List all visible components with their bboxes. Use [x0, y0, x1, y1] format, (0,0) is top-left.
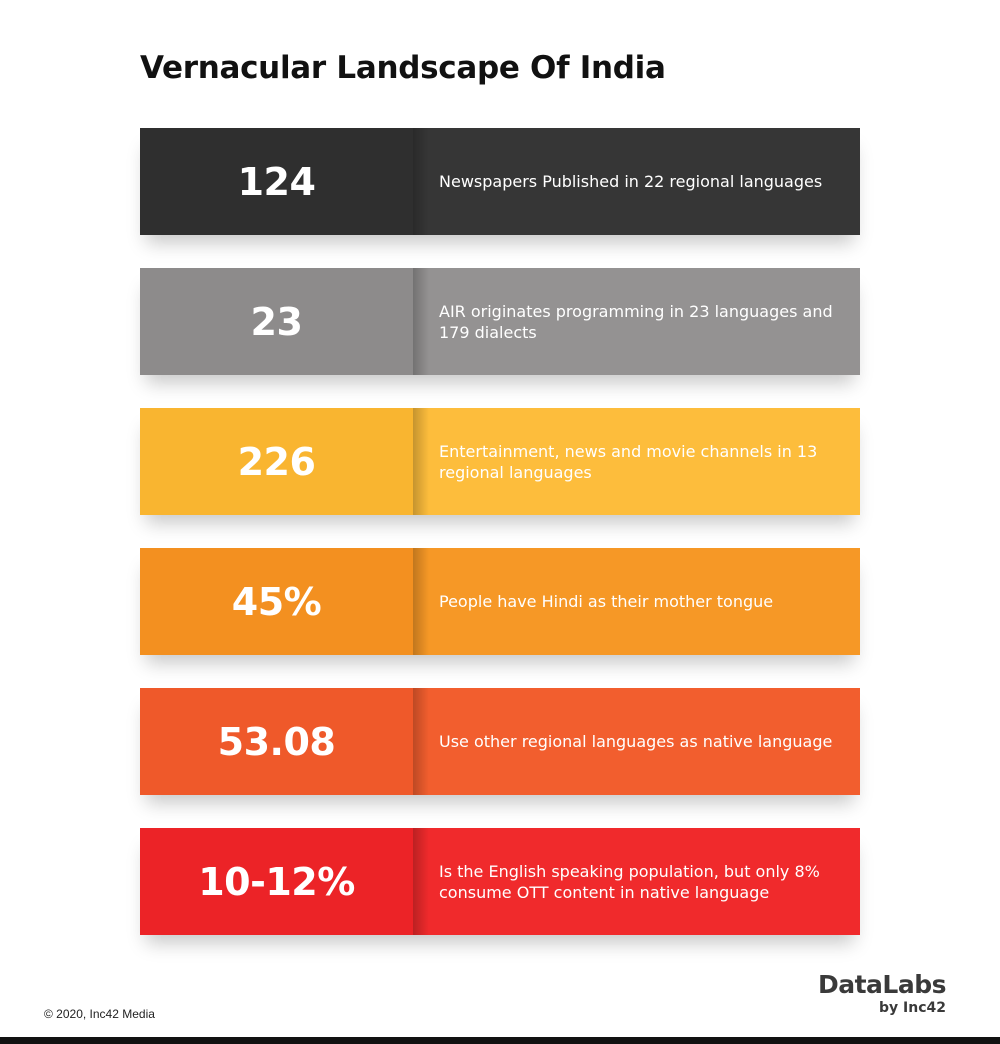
stat-value: 226	[140, 408, 413, 515]
stat-row-newspapers	[140, 128, 860, 235]
stat-description-box	[413, 268, 860, 375]
page-title: Vernacular Landscape Of India	[140, 50, 666, 86]
datalabs-logo	[818, 970, 946, 1016]
stat-row-hindi	[140, 548, 860, 655]
stat-row-regional	[140, 688, 860, 795]
stat-value: 45%	[140, 548, 413, 655]
stat-description-box	[413, 408, 860, 515]
stat-description-box	[413, 548, 860, 655]
logo-byline: by Inc42	[879, 1000, 946, 1016]
stat-value: 124	[140, 128, 413, 235]
stat-description: Newspapers Published in 22 regional languages	[439, 172, 823, 191]
stat-value: 23	[140, 268, 413, 375]
stat-list	[140, 128, 860, 935]
stat-value: 10-12%	[140, 828, 413, 935]
bottom-bar	[0, 1037, 1000, 1044]
stat-row-air	[140, 268, 860, 375]
stat-row-channels	[140, 408, 860, 515]
copyright-text: © 2020, Inc42 Media	[44, 1007, 155, 1021]
stat-description: Is the English speaking population, but only 8% consume OTT content in native language	[439, 861, 820, 902]
stat-description-box	[413, 688, 860, 795]
stat-description: Entertainment, news and movie channels in 13 regional languages	[439, 441, 818, 482]
logo-wordmark: DataLabs	[817, 970, 946, 999]
stat-description: People have Hindi as their mother tongue	[439, 592, 774, 611]
stat-description: AIR originates programming in 23 languages and 179 dialects	[439, 301, 833, 342]
stat-description-box	[413, 828, 860, 935]
stat-description: Use other regional languages as native language	[439, 732, 833, 751]
stat-row-english	[140, 828, 860, 935]
stat-description-box	[413, 128, 860, 235]
stat-value: 53.08	[140, 688, 413, 795]
